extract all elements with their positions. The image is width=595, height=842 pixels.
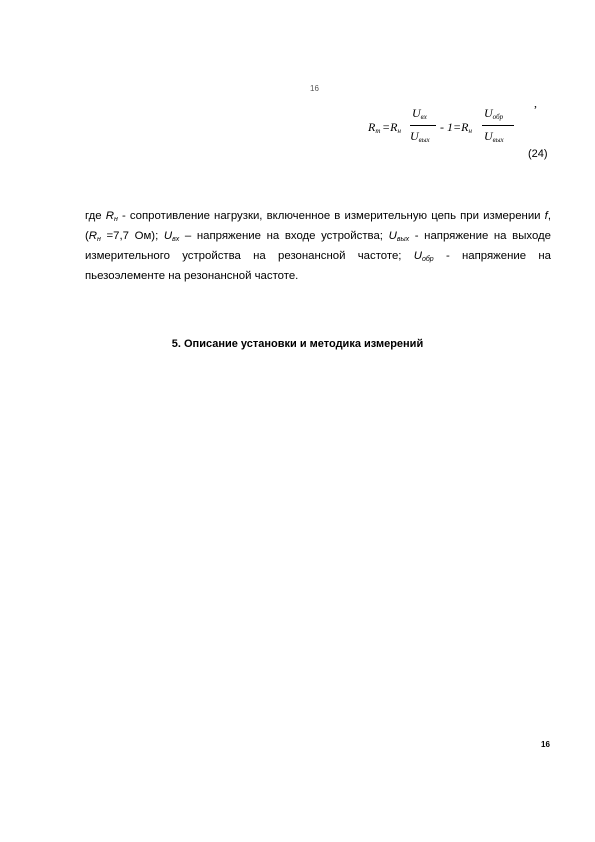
formula-explanation-paragraph: где Rн - сопротивление нагрузки, включенное в измерительную цепь при измерении f, (Rн =7,7 Ом); Uвх – напряжение на входе устройства; Uвых - напряжение на выходе измерительного устройства на резонансной частоте; Uобр - напряжение на пьезоэлементе на резонансной частоте. — [85, 210, 552, 282]
formula-lhs: $R_т$ — [368, 120, 381, 135]
fraction1-line — [410, 125, 436, 126]
fraction1-numerator: $U_{вх}$ — [412, 106, 427, 121]
bottom-page-number: 16 — [541, 740, 550, 749]
fraction2-numerator: $U_{обр}$ — [484, 106, 504, 121]
top-page-number: 16 — [310, 84, 319, 93]
formula-minus-one-load: - $1=R_н$ — [440, 120, 472, 135]
fraction2-denominator: $U_{вых}$ — [484, 129, 504, 144]
equation-number: (24) — [528, 148, 548, 160]
section-heading: 5. Описание установки и методика измерений — [171, 338, 424, 350]
fraction1-denominator: $U_{вых}$ — [410, 129, 430, 144]
fraction2-line — [482, 125, 514, 126]
formula-equals-load: $=R_н$ — [382, 120, 401, 135]
formula-comma: , — [534, 96, 537, 110]
formula-24 — [364, 104, 534, 150]
